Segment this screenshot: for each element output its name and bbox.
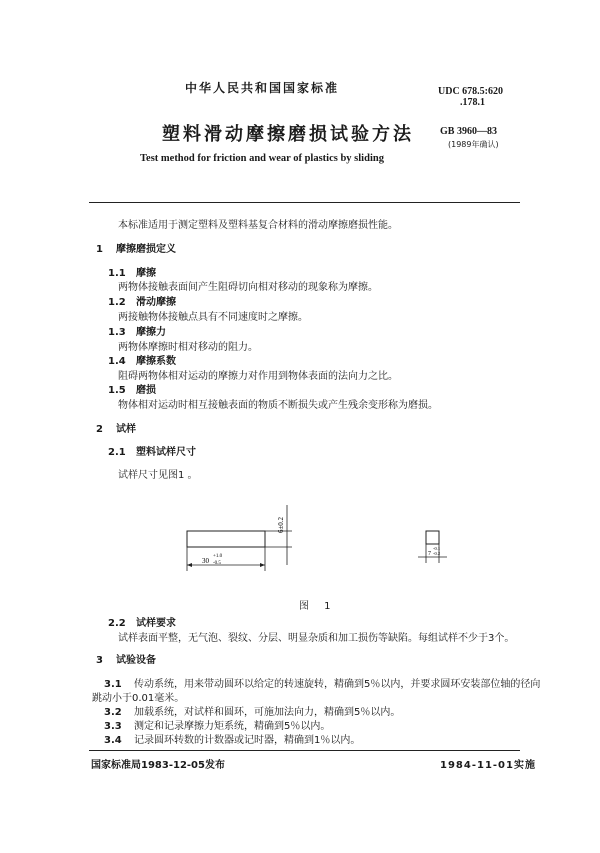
issue-date: 国家标准局1983-12-05发布 xyxy=(91,760,225,771)
length-arrow-left xyxy=(187,563,192,567)
figure-1-caption: 图 1 xyxy=(299,601,337,612)
item-number: 2.2 xyxy=(108,618,126,629)
item-text: 传动系统，用来带动圆环以给定的转速旋转，精确到5％以内，并要求圆环安装部位轴的径向 xyxy=(134,679,541,690)
section-title: 试验设备 xyxy=(116,655,156,666)
item-1-2-heading xyxy=(108,293,176,308)
item-term: 摩擦力 xyxy=(136,327,166,338)
section-number: 2 xyxy=(96,424,103,435)
item-1-1-heading xyxy=(108,264,156,279)
width-dimension-label: 7 xyxy=(428,551,431,557)
item-1-4-definition: 阻碍两物体相对运动的摩擦力对作用到物体表面的法向力之比。 xyxy=(118,371,398,382)
udc-code xyxy=(438,86,503,108)
item-2-2-text: 试样表面平整，无气泡、裂纹、分层、明显杂质和加工损伤等缺陷。每组试样不少于3个。 xyxy=(118,633,515,644)
item-3-3 xyxy=(104,717,330,732)
item-1-2-definition: 两接触物体接触点具有不同速度时之摩擦。 xyxy=(118,312,308,323)
gb-number: GB 3960—83 xyxy=(440,126,497,137)
document-title: 塑料滑动摩擦磨损试验方法 xyxy=(162,124,414,145)
width-tolerance-upper: -0.1 xyxy=(433,546,441,551)
item-term: 滑动摩擦 xyxy=(136,297,176,308)
section-2-heading xyxy=(96,420,136,435)
document-title-english: Test method for friction and wear of plastics by sliding xyxy=(140,153,384,164)
specimen-side-view xyxy=(187,531,265,547)
item-title: 塑料试样尺寸 xyxy=(136,447,196,458)
section-1-heading xyxy=(96,240,176,255)
length-tolerance-upper: +1.0 xyxy=(213,554,223,559)
height-dimension-label: 6±0.2 xyxy=(277,516,285,534)
item-number: 1.4 xyxy=(108,356,126,367)
item-text: 加载系统，对试样和圆环，可施加法向力，精确到5％以内。 xyxy=(134,707,401,718)
header-rule xyxy=(89,202,520,203)
item-number: 3.1 xyxy=(104,679,122,690)
item-1-5-definition: 物体相对运动时相互接触表面的物质不断损失或产生残余变形称为磨损。 xyxy=(118,400,438,411)
specimen-end-view xyxy=(426,531,439,544)
item-text: 测定和记录摩擦力矩系统，精确到5％以内。 xyxy=(134,721,331,732)
udc-line-2: .178.1 xyxy=(460,97,485,108)
item-number: 3.2 xyxy=(104,707,122,718)
item-number: 1.5 xyxy=(108,385,126,396)
intro-text: 本标准适用于测定塑料及塑料基复合材料的滑动摩擦磨损性能。 xyxy=(118,220,398,231)
item-1-3-heading xyxy=(108,323,166,338)
item-1-3-definition: 两物体摩擦时相对移动的阻力。 xyxy=(118,342,258,353)
item-number: 1.3 xyxy=(108,327,126,338)
section-number: 3 xyxy=(96,655,103,666)
udc-line-1: UDC 678.5:620 xyxy=(438,86,503,97)
item-title: 试样要求 xyxy=(136,618,176,629)
item-number: 1.2 xyxy=(108,297,126,308)
item-number: 3.4 xyxy=(104,735,122,746)
effective-date: 1984-11-01实施 xyxy=(440,760,536,771)
width-tolerance-lower: -0.2 xyxy=(433,551,441,556)
item-2-2-heading xyxy=(108,614,176,629)
item-term: 磨损 xyxy=(136,385,156,396)
length-dimension-label: 30 xyxy=(202,557,209,565)
section-title: 摩擦磨损定义 xyxy=(116,244,176,255)
item-3-1-continuation: 跳动小于0.01毫米。 xyxy=(92,693,185,704)
item-number: 3.3 xyxy=(104,721,122,732)
item-2-1-heading xyxy=(108,443,196,458)
standard-name: 中华人民共和国国家标准 xyxy=(185,81,340,95)
item-term: 摩擦系数 xyxy=(136,356,176,367)
gb-number-block xyxy=(440,125,499,151)
item-3-4 xyxy=(104,731,360,746)
item-1-1-definition: 两物体接触表面间产生阻碍切向相对移动的现象称为摩擦。 xyxy=(118,282,378,293)
footer-rule xyxy=(89,750,520,751)
figure-1-drawing xyxy=(180,495,460,595)
item-number: 2.1 xyxy=(108,447,126,458)
item-1-4-heading xyxy=(108,352,176,367)
item-1-5-heading xyxy=(108,381,156,396)
item-2-1-text: 试样尺寸见图1 。 xyxy=(118,470,198,481)
gb-confirm-note: (1989年确认) xyxy=(448,140,499,149)
item-number: 1.1 xyxy=(108,268,126,279)
section-number: 1 xyxy=(96,244,103,255)
item-3-1 xyxy=(104,675,540,690)
length-arrow-right xyxy=(260,563,265,567)
section-3-heading xyxy=(96,651,156,666)
item-term: 摩擦 xyxy=(136,268,156,279)
item-3-2 xyxy=(104,703,400,718)
item-text: 记录圆环转数的计数器或记时器，精确到1％以内。 xyxy=(134,735,361,746)
length-tolerance-lower: -0.5 xyxy=(213,561,221,566)
section-title: 试样 xyxy=(116,424,136,435)
